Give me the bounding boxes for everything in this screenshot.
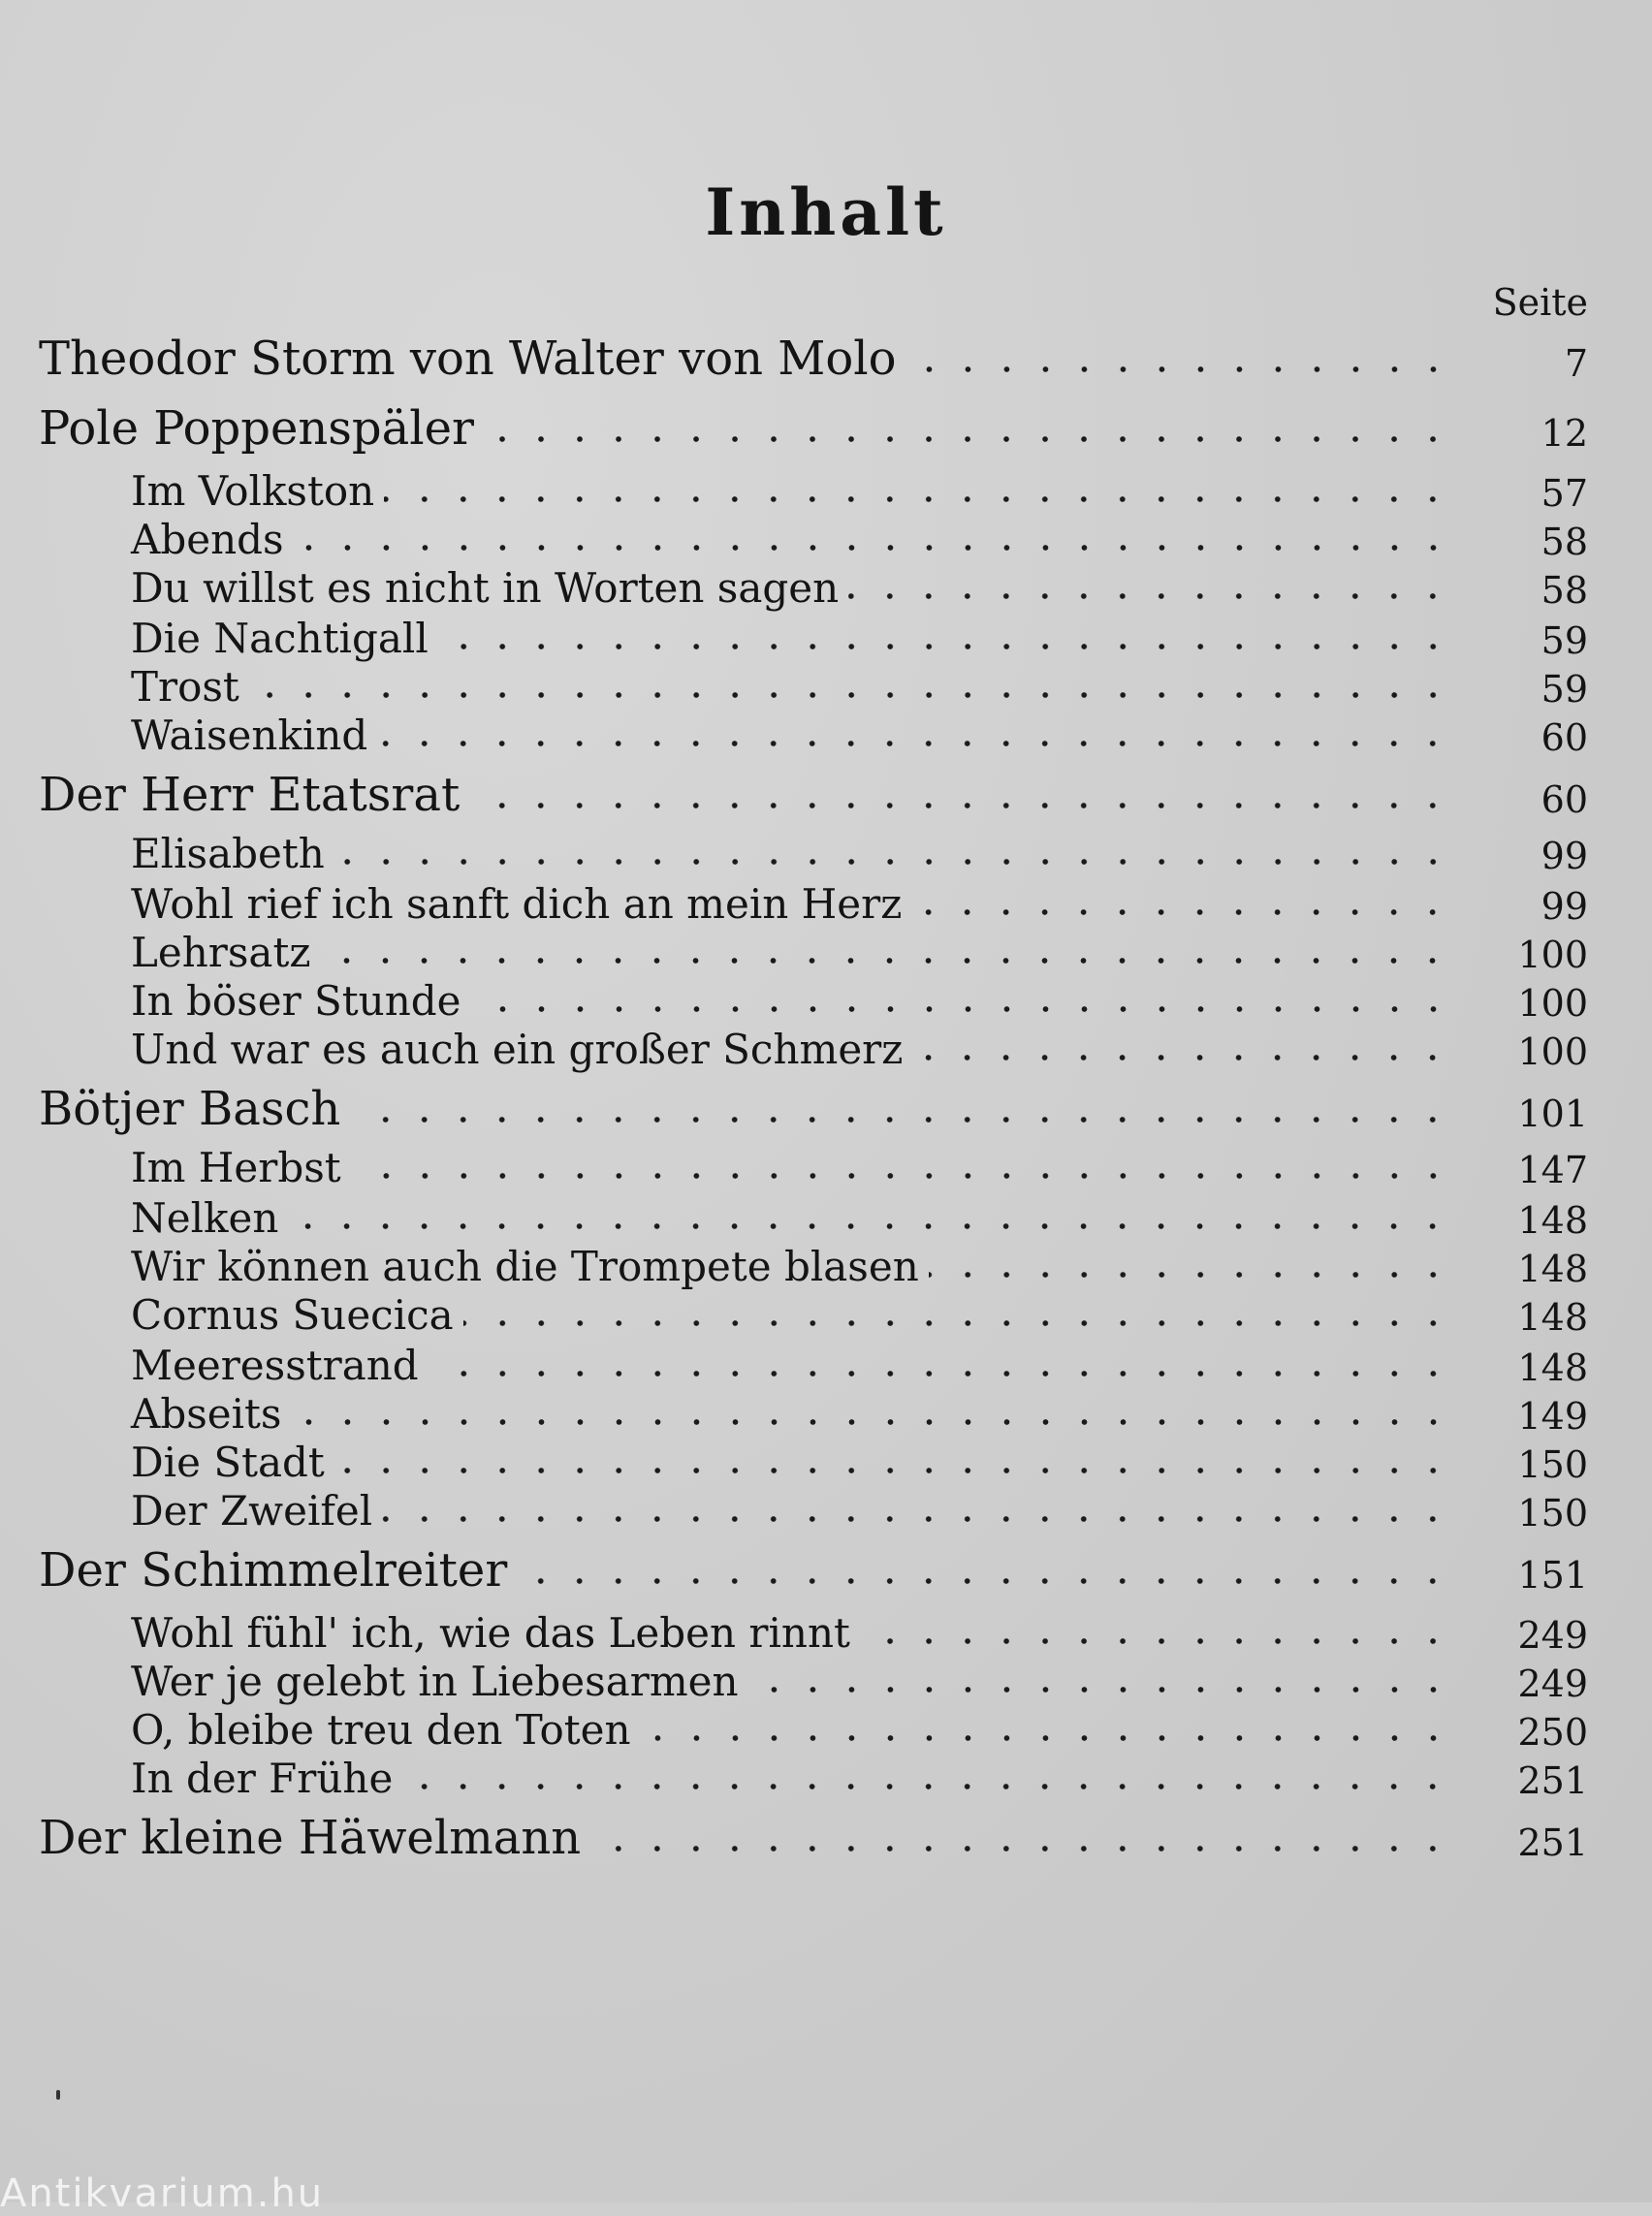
toc-entry-sub [0,1745,1652,1802]
dot-leader [334,1464,1452,1477]
toc-entry-title: Wohl fühl' ich, wie das Leben rinnt [131,1609,850,1657]
dot-leader [377,737,1452,750]
toc-page-number: 148 [1517,1199,1588,1242]
toc-page-number: 99 [1541,835,1588,877]
paper-speck [56,2090,60,2100]
toc-entry-title: Abseits [131,1390,282,1438]
toc-entry-title: Der kleine Häwelmann [39,1811,582,1865]
toc-entry-sub [0,1477,1652,1535]
toc-page-number: 7 [1564,342,1588,385]
toc-entry-title: Im Herbst [131,1144,341,1191]
dot-leader [351,1169,1452,1183]
toc-page-number: 249 [1517,1614,1588,1657]
dot-leader [590,1842,1452,1855]
toc-page-number: 249 [1517,1662,1588,1705]
toc-entry-sub [0,1648,1652,1705]
toc-entry-title: Pole Poppenspäler [39,401,474,456]
dot-leader [484,432,1452,446]
dot-leader [848,589,1452,603]
toc-entry-main [0,328,1652,386]
toc-page-number: 150 [1517,1443,1588,1486]
toc-entry-title: Der Herr Etatsrat [39,768,461,822]
dot-leader [912,1051,1452,1064]
toc-entry-sub [0,967,1652,1025]
toc-entry-sub [0,820,1652,877]
dot-leader [292,1415,1453,1429]
toc-entry-sub [0,1332,1652,1389]
dot-leader [288,1219,1452,1233]
toc-entry-title: Die Nachtigall [131,615,429,662]
toc-page-number: 251 [1517,1821,1588,1864]
toc-entry-title: Elisabeth [131,830,325,877]
toc-entry-sub [0,1282,1652,1339]
toc-entry-title: Nelken [131,1194,279,1242]
toc-page-number: 59 [1541,668,1588,711]
dot-leader [860,1634,1452,1648]
toc-entry-sub [0,1016,1652,1073]
toc-entry-main [0,764,1652,822]
toc-entry-sub [0,871,1652,928]
dot-leader [382,1512,1452,1526]
toc-entry-title: Du willst es nicht in Worten sagen [131,564,840,612]
toc-entry-main [0,1539,1652,1598]
toc-page-number: 100 [1517,1030,1588,1073]
page-column-header: Seite [1492,281,1588,324]
dot-leader [294,541,1452,554]
dot-leader [517,1574,1452,1588]
toc-entry-main [0,1807,1652,1865]
dot-leader [469,799,1452,812]
dot-leader [641,1731,1452,1745]
toc-page-number: 101 [1517,1092,1588,1135]
toc-entry-title: Im Volkston [131,467,375,515]
dot-leader [471,1002,1453,1016]
toc-page-number: 60 [1541,716,1588,759]
toc-entry-title: In der Frühe [131,1755,394,1802]
dot-leader [249,688,1452,702]
toc-entry-title: Wer je gelebt in Liebesarmen [131,1658,739,1705]
dot-leader [320,954,1452,967]
toc-entry-title: Meeresstrand [131,1342,419,1389]
dot-leader [402,1780,1452,1793]
toc-entry-title: Waisenkind [131,712,368,759]
toc-page-number: 58 [1541,569,1588,612]
watermark: Antikvarium.hu [0,2171,325,2216]
toc-page-number: 58 [1541,521,1588,563]
page-title: Inhalt [705,174,947,250]
dot-leader [350,1113,1452,1126]
toc-entry-title: Und war es auch ein großer Schmerz [131,1026,904,1073]
toc-entry-title: Bötjer Basch [39,1082,341,1136]
toc-entry-title: Lehrsatz [131,929,311,976]
toc-page-number: 149 [1517,1395,1588,1438]
toc-page-number: 100 [1517,982,1588,1025]
toc-entry-sub [0,1696,1652,1754]
toc-entry-sub [0,702,1652,759]
toc-page-number: 12 [1541,412,1588,455]
toc-entry-title: In böser Stunde [131,977,461,1025]
toc-entry-sub [0,506,1652,563]
toc-entry-title: Der Zweifel [131,1487,373,1535]
dot-leader [384,492,1452,506]
toc-entry-title: Der Schimmelreiter [39,1543,508,1598]
toc-page-number: 60 [1541,778,1588,821]
toc-entry-title: Cornus Suecica [131,1291,454,1339]
toc-page-number: 147 [1517,1149,1588,1191]
toc-entry-sub [0,1134,1652,1191]
toc-entry-sub [0,1599,1652,1657]
toc-page-number: 99 [1541,885,1588,928]
toc-entry-title: Theodor Storm von Walter von Molo [39,332,897,386]
dot-leader [906,363,1452,376]
toc-entry-title: Die Stadt [131,1439,325,1486]
toc-page-number: 148 [1517,1296,1588,1339]
toc-entry-sub [0,458,1652,515]
toc-page-number: 151 [1517,1554,1588,1597]
dot-leader [929,1268,1452,1282]
toc-entry-sub [0,554,1652,612]
dot-leader [463,1316,1452,1330]
toc-page-number: 100 [1517,934,1588,976]
dot-leader [334,855,1452,869]
toc-page-number: 57 [1541,472,1588,515]
toc-page-number: 250 [1517,1711,1588,1754]
toc-entry-title: O, bleibe treu den Toten [131,1706,631,1754]
dot-leader [429,1367,1452,1380]
toc-page-number: 251 [1517,1759,1588,1802]
toc-entry-title: Abends [131,516,284,563]
toc-entry-sub [0,605,1652,662]
toc-entry-sub [0,1380,1652,1438]
dot-leader [438,640,1452,653]
toc-entry-sub [0,1233,1652,1290]
toc-entry-title: Wohl rief ich sanft dich an mein Herz [131,880,903,928]
toc-entry-sub [0,653,1652,711]
toc-entry-title: Trost [131,663,239,711]
dot-leader [748,1683,1452,1696]
toc-page-number: 148 [1517,1346,1588,1389]
toc-page-number: 148 [1517,1248,1588,1290]
toc-entry-sub [0,1185,1652,1242]
toc-entry-main [0,397,1652,456]
toc-entry-sub [0,1429,1652,1486]
toc-entry-title: Wir können auch die Trompete blasen [131,1243,919,1290]
toc-entry-sub [0,919,1652,976]
toc-entry-main [0,1078,1652,1136]
dot-leader [911,905,1452,919]
toc-page-number: 150 [1517,1492,1588,1535]
toc-page-number: 59 [1541,619,1588,662]
